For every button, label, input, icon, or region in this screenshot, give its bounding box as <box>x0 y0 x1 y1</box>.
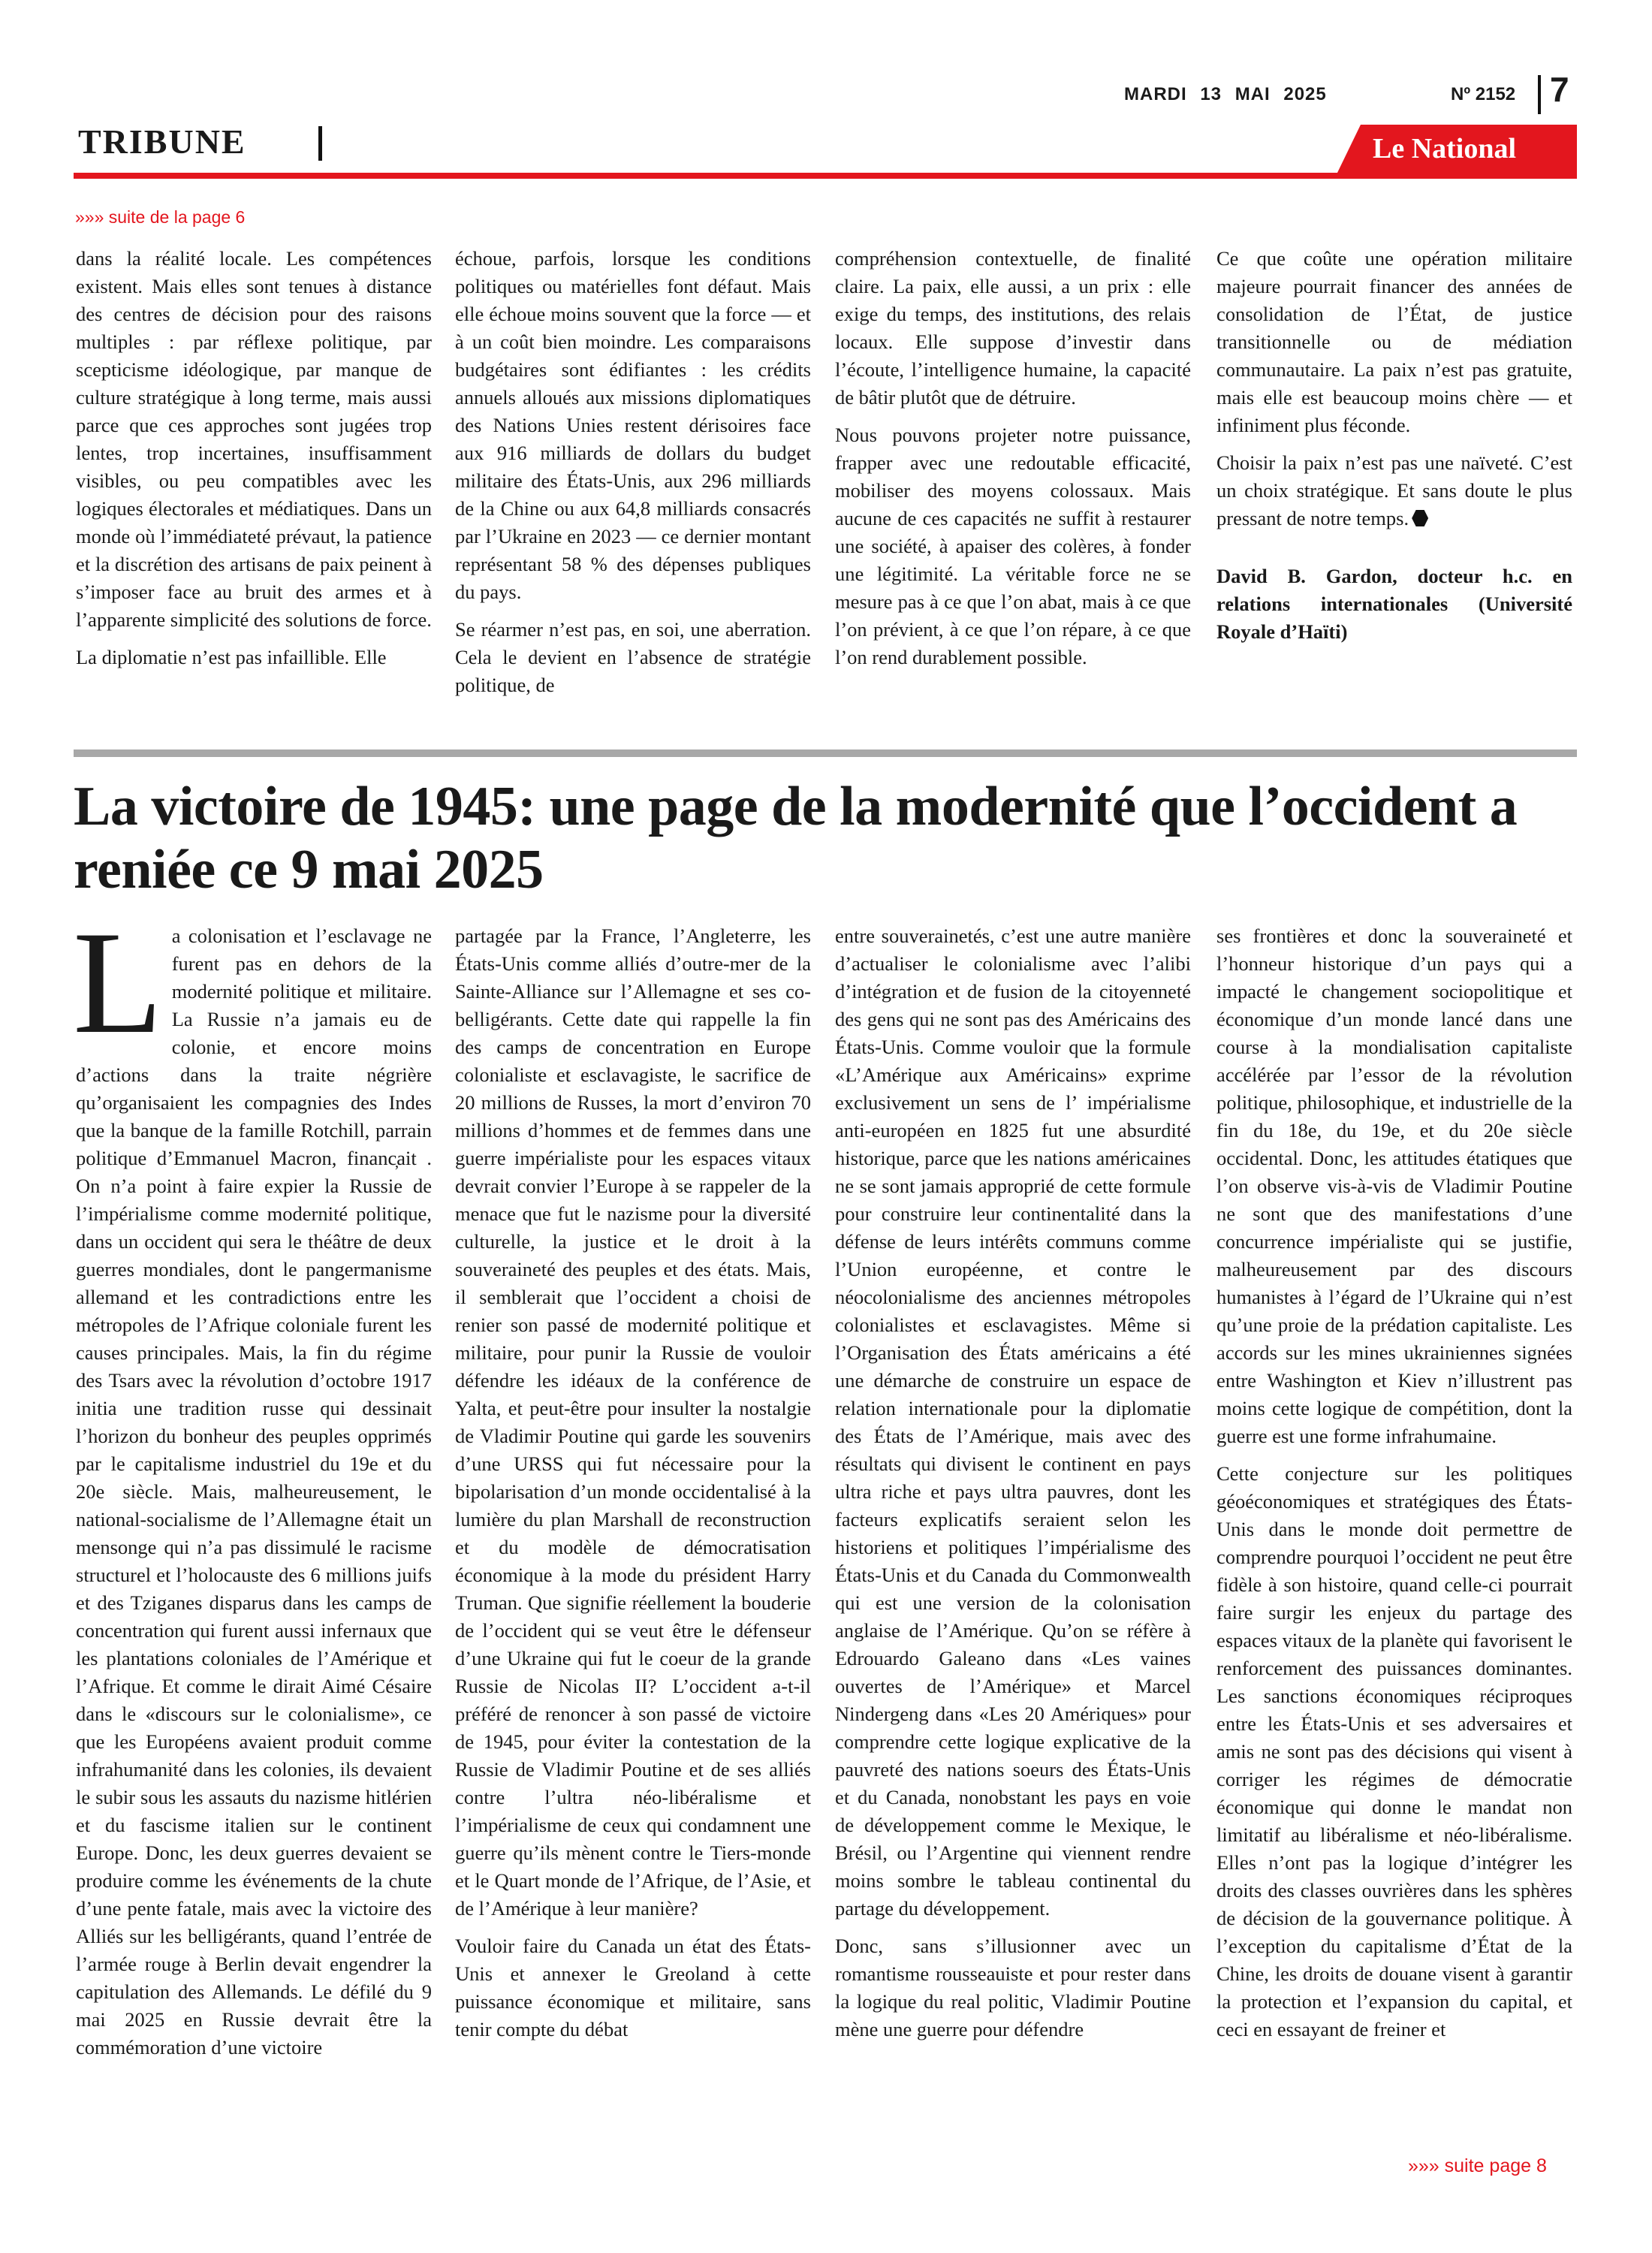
byline: David B. Gardon, docteur h.c. en relations internationales (Université Royale d’Haïti) <box>1216 565 1572 643</box>
paragraph: Ce que coûte une opération militaire majeure pourrait financer des années de consolidation de l’État, de justice transitionnelle ou de médiation communautaire. La paix n’est pas gratuite, mais elle est beaucoup moins chère — et infiniment plus féconde. <box>1216 247 1572 436</box>
paragraph: La diplomatie n’est pas infaillible. Elle <box>76 646 387 668</box>
issue-number: Nº 2152 <box>1451 84 1516 104</box>
continued-to-link[interactable]: »»» suite page 8 <box>1408 2155 1547 2176</box>
paragraph: Cette conjecture sur les politiques géoéconomiques et stratégiques des États-Unis dans le monde doit permettre de comprendre pourquoi l’occident ne peut être fidèle à son histoire, quand celle-ci pourrait faire surgir les enjeux du partage des espaces vitaux de la planète qui favorisent le renforcement des puissances dominantes. Les sanctions économiques réciproques entre les États-Unis et ses adversaires et amis ne sont pas des décisions qui visent à corriger les régimes de démocratie économique qui donne le mandat non limitatif au libéralisme et néo-libéralisme. Elles n’ont pas la logique d’intégrer les droits des classes ouvrières dans les sphères de décision de la gouvernance politique. À l’exception du capitalisme d’État de la Chine, les droits de douane visent à garantir la protection et l’expansion du capital, et ceci en essayant de freiner et <box>1216 1462 1572 2040</box>
paragraph: partagée par la France, l’Angleterre, les États-Unis comme alliés d’outre-mer de la Sainte-Alliance sur l’Allemagne et ses co-belligérants. Cette date qui rappelle la fin des camps de concentration en Europe colonialiste et esclavagiste, le sacrifice de 20 millions de Russes, la mort d’environ 70 millions d’hommes et de femmes dans une guerre impérialiste pour les espaces vitaux devrait convier l’Europe à se rappeler de la menace que fut le nazisme pour la diversité culturelle, la justice et le droit à la souveraineté des peuples et des états. Mais, il semblerait que l’occident a choisi de renier son passé de modernité politique et militaire, pour punir la Russie de vouloir défendre les idéaux de la conférence de Yalta, et peut-être pour insulter la nostalgie de Vladimir Poutine qui garde les souvenirs d’une URSS qui fut nécessaire pour la bipolarisation d’un monde occidentalisé à la lumière du plan Marshall de reconstruction et du modèle de démocratisation économique à la mode du président Harry Truman. Que signifie réellement la bouderie de l’occident qui se veut être le défenseur d’une Ukraine qui fut le coeur de la grande Russie de Nicolas II? L’occident a-t-il préféré de renoncer à son passé de victoire de 1945, pour éviter la contestation de la Russie de Vladimir Poutine et de ses alliés contre l’ultra néo-libéralisme et l’impérialisme de ceux qui condamnent une guerre qu’ils mènent contre le Tiers-monde et le Quart monde de l’Afrique, de l’Asie, et de l’Amérique à leur manière? <box>455 924 811 1920</box>
top-article-column-1 <box>76 245 432 681</box>
brand-name: Le National <box>1373 133 1517 164</box>
paragraph: Se réarmer n’est pas, en soi, une aberration. Cela le devient en l’absence de stratégie politique, de <box>455 618 811 696</box>
issue-date: MARDI 13 MAI 2025 <box>1124 84 1327 104</box>
top-article-column-2 <box>455 245 811 709</box>
paragraph: Nous pouvons projeter notre puissance, frapper avec une redoutable efficacité, mobiliser des moyens colossaux. Mais aucune de ces capacités ne suffit à restaurer une société, à apaiser des colères, à fonder une légitimité. La véritable force ne se mesure pas à ce que l’on abat, mais à ce que l’on prévient, à ce que l’on répare, à ce que l’on rend durablement possible. <box>835 424 1191 668</box>
header-divider <box>1538 75 1541 114</box>
article-separator <box>74 749 1577 757</box>
section-divider <box>318 126 322 161</box>
page-number: 7 <box>1550 70 1569 109</box>
paragraph-text: Choisir la paix n’est pas une naïveté. C’est un choix stratégique. Et sans doute le plus pressant de notre temps. <box>1216 451 1572 529</box>
paragraph: ses frontières et donc la souveraineté et l’honneur historique d’un pays qui a impacté le changement sociopolitique et économique d’un monde lancé dans une course à la mondialisation capitaliste accélérée par l’essor de la révolution politique, philosophique, et industrielle de la fin du 18e, du 19e, et du 20e siècle occidental. Donc, les attitudes étatiques que l’on observe vis-à-vis de Vladimir Poutine ne sont que des manifestations d’une concurrence impérialiste qui se justifie, malheureusement par des discours humanistes à l’égard de l’Ukraine qui n’est qu’une proie de la prédation capitaliste. Les accords sur les mines ukrainiennes signées entre Washington et Kiev n’illustrent pas moins cette logique de compétition, dont la guerre est une forme infrahumaine. <box>1216 924 1572 1447</box>
headline: La victoire de 1945: une page de la modernité que l’occident a reniée ce 9 mai 2025 <box>74 776 1518 900</box>
paragraph: dans la réalité locale. Les compétences existent. Mais elles sont tenues à distance des centres de décision pour des raisons multiples : par réflexe politique, par scepticisme idéologique, par manque de culture stratégique à long terme, mais aussi parce que ces approches sont jugées trop lentes, trop incertaines, insuffisamment visibles, ou peu compatibles avec les logiques électorales et médiatiques. Dans un monde où l’immédiateté prévaut, la patience et la discrétion des artisans de paix peinent à s’imposer face au bruit des armes et à l’apparente simplicité des solutions de force. <box>76 247 432 631</box>
continued-from-link[interactable]: »»» suite de la page 6 <box>75 207 246 227</box>
paragraph: Donc, sans s’illusionner avec un romantisme rousseauiste et pour rester dans la logique du real politic, Vladimir Poutine mène une guerre pour défendre <box>835 1935 1191 2040</box>
top-article-column-3 <box>835 245 1191 681</box>
main-article-column-3 <box>835 922 1191 2053</box>
paragraph: échoue, parfois, lorsque les conditions politiques ou matérielles font défaut. Mais elle échoue moins souvent que la force — et à un coût bien moindre. Les comparaisons budgétaires sont édifiantes : les crédits annuels alloués aux missions diplomatiques des Nations Unies restent dérisoires face aux 916 milliards de dollars du budget militaire des États-Unis, aux 296 milliards de la Chine ou aux 64,8 milliards consacrés par l’Ukraine en 2023 — ce dernier montant représentant 58 % des dépenses publiques du pays. <box>455 247 811 603</box>
main-article-column-4 <box>1216 922 1572 2053</box>
paragraph: entre souverainetés, c’est une autre manière d’actualiser le colonialisme avec l’alibi d’intégration et de fusion de la citoyenneté des gens qui ne sont pas des Américains des États-Unis. Comme vouloir que la formule «L’Amérique aux Américains» exprime exclusivement un sens de l’ impérialisme anti-européen en 1825 fut une absurdité historique, parce que les nations américaines ne se sont jamais approprié de cette formule pour construire leur continentalité dans la défense de leurs intérêts communs comme l’Union européenne, et contre le néocolonialisme des anciennes métropoles colonialistes et esclavagistes. Même si l’Organisation des États américains a été une démarche de construire un espace de relation internationale pour la diplomatie des États de l’Amérique, mais avec des résultats qui divisent le continent en pays ultra riche et pays ultra pauvres, dont les facteurs explicatifs seraient selon les historiens et politiques l’impérialisme des États-Unis et du Canada du Commonwealth qui est une version de la colonisation anglaise de l’Amérique. Qu’on se réfère à Edrouardo Galeano dans «Les vaines ouvertes de l’Amérique» et Marcel Nindergeng dans «Les 20 Amériques» pour comprendre cette logique explicative de la pauvreté des nations soeurs des États-Unis et du Canada, nonobstant les pays en voie de développement comme le Mexique, le Brésil, ou l’Argentine qui viennent rendre moins sombre le tableau continental du partage du développement. <box>835 924 1191 1920</box>
paragraph: Vouloir faire du Canada un état des États-Unis et annexer le Greoland à cette puissance économique et militaire, sans tenir compte du débat <box>455 1935 811 2040</box>
drop-cap: L <box>73 901 163 1064</box>
paragraph <box>1216 449 1572 532</box>
paragraph-text: a colonisation et l’esclavage ne furent pas en dehors de la modernité politique et militaire. La Russie n’a jamais eu de colonie, et encore moins d’actions dans la traite négrière qu’organisaient les compagnies des Indes que la banque de la famille Rotchill, parrain politique d’Emmanuel Macron, financ̦ait . On n’a point à faire expier la Russie de l’impérialisme comme modernité politique, dans un occident qui sera le théâtre de deux guerres mondiales, dont le pangermanisme allemand et les contradictions entre les métropoles de l’Afrique coloniale furent les causes principales. Mais, la fin du régime des Tsars avec la révolution d’octobre 1917 initia une tradition russe qui dessinait l’horizon du bonheur des peuples opprimés par le capitalisme industriel du 19e et du 20e siècle. Mais, malheureusement, le national-socialisme de l’Allemagne était un mensonge qui n’a pas dissimulé le racisme structurel et l’holocauste des 6 millions juifs et des Tziganes disparus dans les camps de concentration qui furent aussi infernaux que les plantations coloniales de l’Amérique et l’Afrique. Et comme le dirait Aimé Césaire dans le «discours sur le colonialisme», ce que les Européens avaient produit comme infrahumanité dans les colonies, ils devaient le subir sous les assauts du nazisme hitlérien et du fascisme italien sur le continent Europe. Donc, les deux guerres devaient se produire comme les événements de la chute d’une pente fatale, mais avec la victoire des Alliés sur les belligérants, quand l’entrée de l’armée rouge à Berlin devait engendrer la capitulation des Allemands. Le défilé du 9 mai 2025 en Russie devrait être la commémoration d’une victoire <box>76 924 432 2058</box>
paragraph <box>73 901 432 2061</box>
paragraph: compréhension contextuelle, de finalité claire. La paix, elle aussi, a un prix : elle exige du temps, des institutions, des relais locaux. Elle suppose d’investir dans l’écoute, l’intelligence humaine, la capacité de bâtir plutôt que de détruire. <box>835 247 1191 409</box>
top-article-column-4 <box>1216 245 1572 656</box>
section-title: TRIBUNE <box>78 122 246 161</box>
main-article-column-1 <box>73 901 432 2071</box>
end-mark-icon <box>1412 510 1428 526</box>
main-article-column-2 <box>455 922 811 2053</box>
